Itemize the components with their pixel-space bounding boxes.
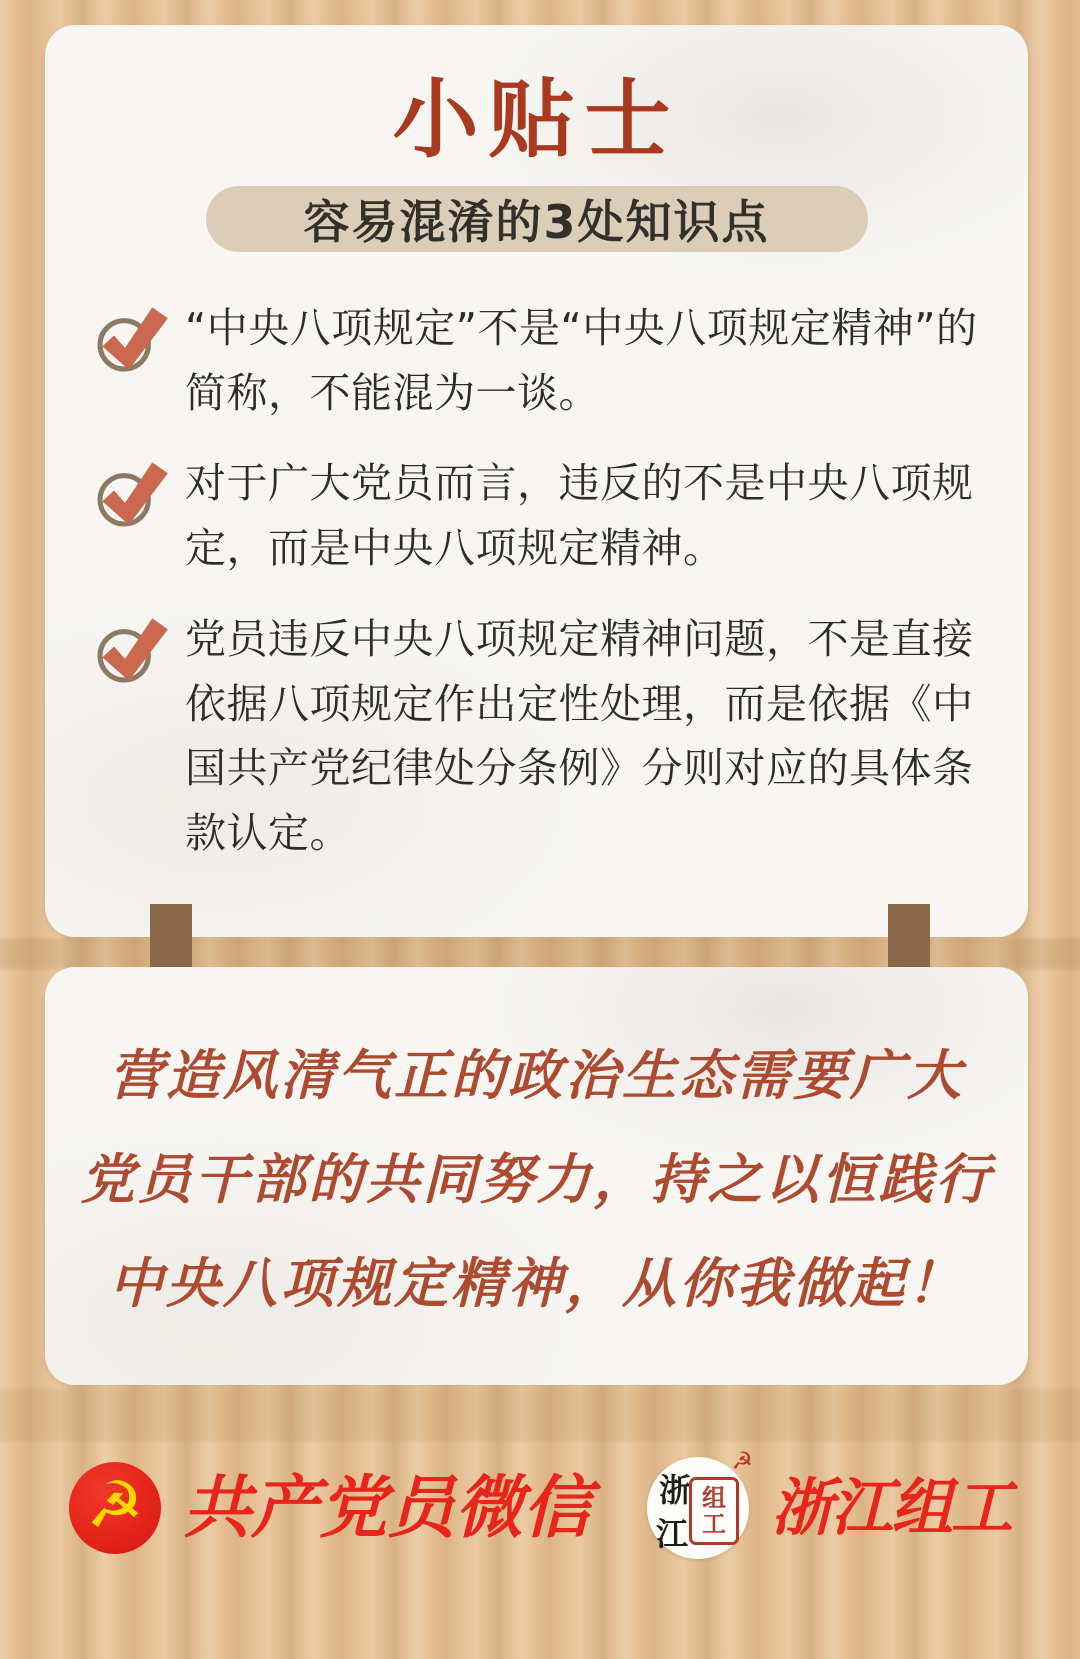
- slogan: [45, 967, 1028, 1335]
- slogan-line: 党员干部的共同努力，持之以恒践行: [80, 1147, 993, 1211]
- brand-left-label: 共产党员微信: [182, 1468, 591, 1548]
- tip-item: [93, 451, 978, 581]
- tip-item: [93, 607, 978, 866]
- slogan-line: 营造风清气正的政治生态需要广大: [109, 1043, 964, 1107]
- tips-card: [45, 25, 1028, 937]
- tip-text: 对于广大党员而言，违反的不是中央八项规定，而是中央八项规定精神。: [185, 459, 974, 573]
- seal-char: 江: [656, 1515, 689, 1553]
- seal-char: 工: [702, 1509, 726, 1538]
- slogan-line: 中央八项规定精神，从你我做起！: [109, 1251, 964, 1315]
- slogan-card: [45, 967, 1028, 1385]
- banner-pill: [206, 186, 868, 252]
- tip-item: [93, 296, 978, 426]
- check-circle-icon: [93, 609, 171, 687]
- party-emblem-icon: [69, 1462, 161, 1554]
- tips-list: [93, 296, 978, 866]
- check-circle-icon: [93, 453, 171, 531]
- tip-text: “中央八项规定”不是“中央八项规定精神”的简称，不能混为一谈。: [185, 303, 978, 417]
- seal-box: [689, 1477, 739, 1545]
- brand-right-label: 浙江组工: [771, 1471, 1012, 1544]
- footer: [0, 1448, 1080, 1568]
- seal-char: 组: [702, 1483, 726, 1512]
- zhejiang-zugong-seal-icon: [647, 1447, 753, 1559]
- check-circle-icon: [93, 298, 171, 376]
- seal-flourish-icon: ☭: [731, 1447, 753, 1475]
- seal-char: 浙: [659, 1471, 692, 1509]
- page-title: 小贴士: [392, 69, 681, 170]
- banner-label: 容易混淆的3处知识点: [303, 194, 770, 249]
- hammer-and-sickle-icon: ☭: [86, 1469, 144, 1543]
- tip-text: 党员违反中央八项规定精神问题，不是直接依据八项规定作出定性处理，而是依据《中国共产党纪律处分条例》分则对应的具体条款认定。: [185, 614, 974, 858]
